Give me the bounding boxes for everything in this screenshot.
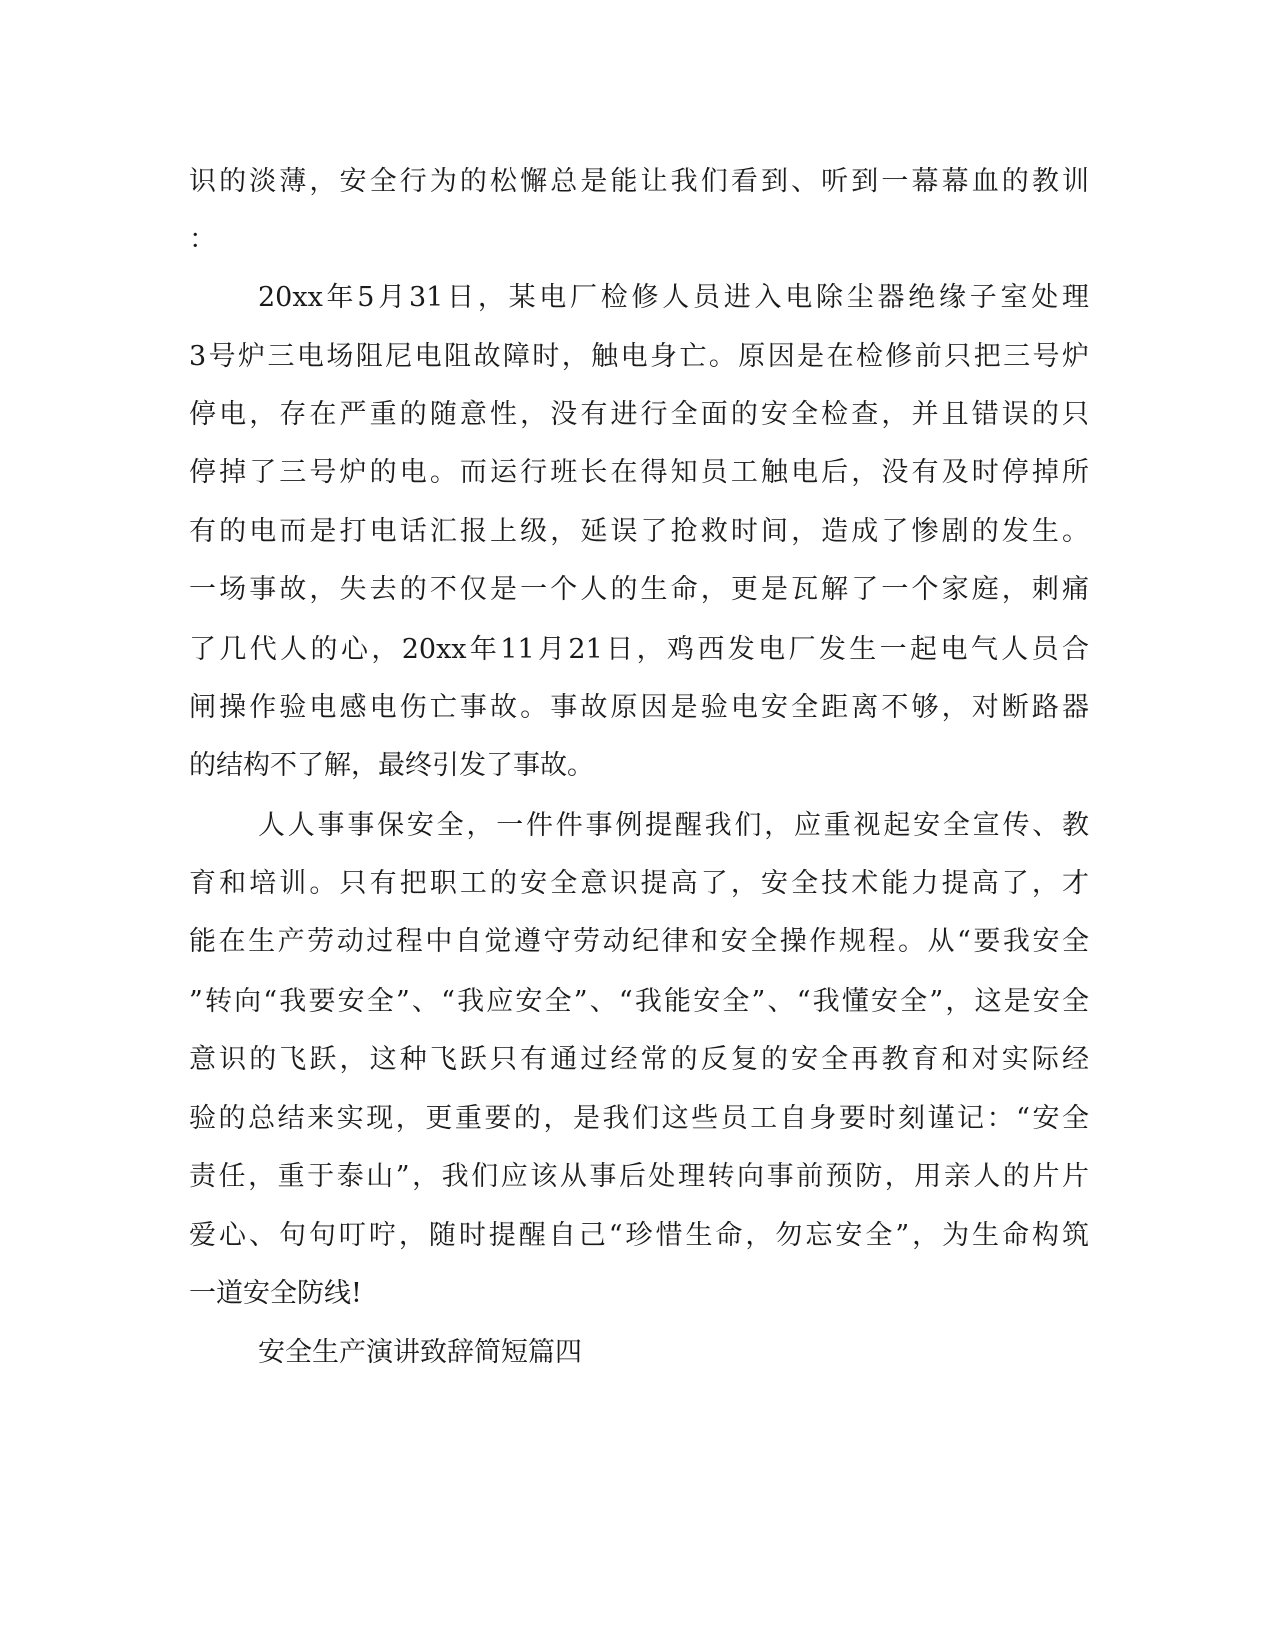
text-line: ： [189, 224, 216, 255]
text-line: 的结构不了解，最终引发了事故。 [189, 750, 594, 781]
text-line: 责任，重于泰山”，我们应该从事后处理转向事前预防，用亲人的片片 [189, 1161, 1089, 1192]
text-line: 闸操作验电感电伤亡事故。事故原因是验电安全距离不够，对断路器 [189, 692, 1089, 723]
text-line: 3号炉三电场阻尼电阻故障时，触电身亡。原因是在检修前只把三号炉 [189, 341, 1089, 372]
text-line: ”转向“我要安全”、“我应安全”、“我能安全”、“我懂安全”，这是安全 [189, 986, 1089, 1017]
text-line: 20xx年5月31日，某电厂检修人员进入电除尘器绝缘子室处理 [258, 282, 1089, 313]
text-line: 育和培训。只有把职工的安全意识提高了，安全技术能力提高了，才 [189, 868, 1089, 899]
text-line: 人人事事保安全，一件件事例提醒我们，应重视起安全宣传、教 [258, 810, 1089, 841]
text-line: 一道安全防线! [189, 1278, 362, 1309]
text-line: 爱心、句句叮咛，随时提醒自己“珍惜生命，勿忘安全”，为生命构筑 [189, 1220, 1089, 1251]
text-line: 意识的飞跃，这种飞跃只有通过经常的反复的安全再教育和对实际经 [189, 1044, 1089, 1075]
section-heading: 安全生产演讲致辞简短篇四 [258, 1337, 582, 1368]
text-line: 了几代人的心，20xx年11月21日，鸡西发电厂发生一起电气人员合 [189, 634, 1089, 665]
text-line: 有的电而是打电话汇报上级，延误了抢救时间，造成了惨剧的发生。 [189, 516, 1089, 547]
text-line: 识的淡薄，安全行为的松懈总是能让我们看到、听到一幕幕血的教训 [189, 166, 1089, 197]
text-line: 一场事故，失去的不仅是一个人的生命，更是瓦解了一个家庭，刺痛 [189, 574, 1089, 605]
text-line: 停掉了三号炉的电。而运行班长在得知员工触电后，没有及时停掉所 [189, 457, 1089, 488]
text-line: 验的总结来实现，更重要的，是我们这些员工自身要时刻谨记：“安全 [189, 1103, 1089, 1134]
text-line: 能在生产劳动过程中自觉遵守劳动纪律和安全操作规程。从“要我安全 [189, 926, 1089, 957]
text-line: 停电，存在严重的随意性，没有进行全面的安全检查，并且错误的只 [189, 399, 1089, 430]
